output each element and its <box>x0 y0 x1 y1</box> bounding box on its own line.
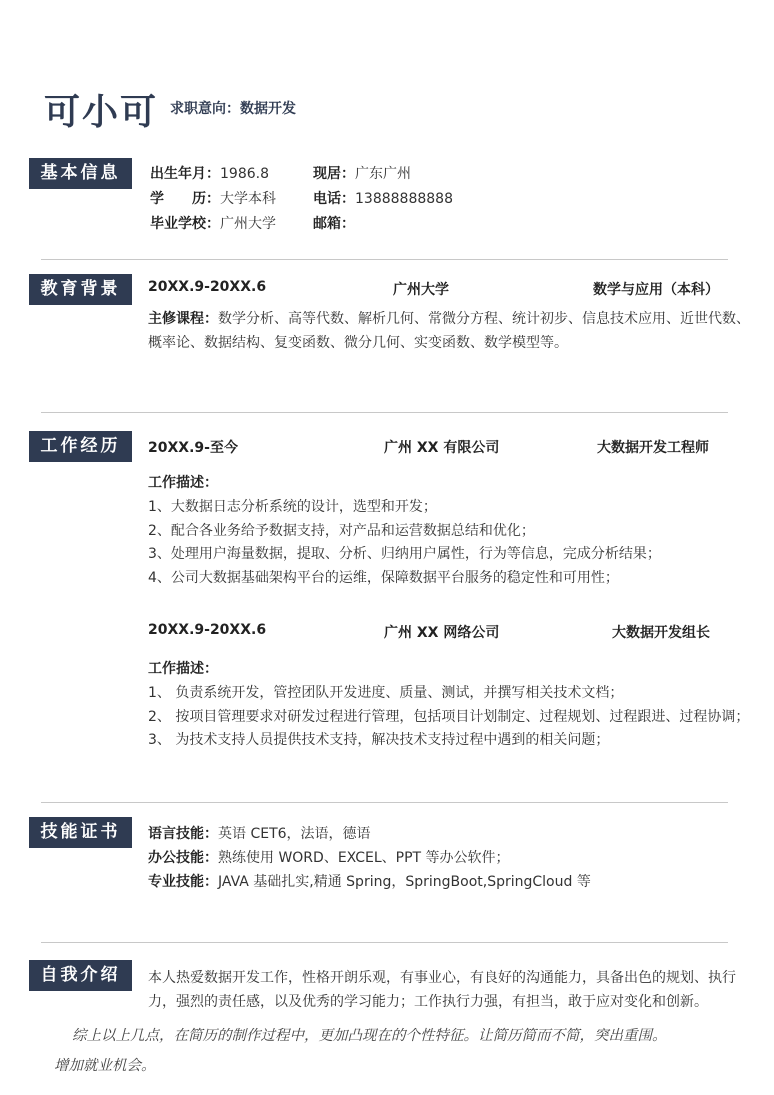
job-intent <box>170 98 296 118</box>
job-company: 广州 XX 网络公司 <box>384 625 500 641</box>
skill-language <box>148 823 371 843</box>
section-title-self: 自我介绍 <box>29 960 132 991</box>
skill-label: 专业技能： <box>148 874 218 890</box>
residence-value: 广东广州 <box>355 166 411 182</box>
job-period: 20XX.9-至今 <box>148 440 238 456</box>
courses-line-2: 概率论、数据结构、复变函数、微分几何、实变函数、数学模型等。 <box>148 335 568 351</box>
phone-label: 电话： <box>313 191 355 207</box>
phone-value: 13888888888 <box>355 191 453 207</box>
skill-value: 英语 CET6，法语，德语 <box>218 826 371 842</box>
skill-professional <box>148 871 591 891</box>
job-desc-label: 工作描述： <box>148 475 218 491</box>
job-desc-label: 工作描述： <box>148 661 218 677</box>
courses-text-1: 数学分析、高等代数、解析几何、常微分方程、统计初步、信息技术应用、近世代数、 <box>218 311 750 327</box>
divider <box>41 942 728 943</box>
job-period: 20XX.9-20XX.6 <box>148 622 267 638</box>
divider <box>41 412 728 413</box>
job-desc-item: 3、 为技术支持人员提供技术支持，解决技术支持过程中遇到的相关问题； <box>148 732 610 748</box>
courses-line-1 <box>148 308 750 328</box>
email-field <box>313 213 355 233</box>
residence-field <box>313 163 411 183</box>
education-period: 20XX.9-20XX.6 <box>148 279 267 295</box>
closing-line-1: 综上以上几点，在简历的制作过程中，更加凸现在的个性特征。让简历简而不简，突出重围。 <box>72 1028 667 1044</box>
job-desc-item: 2、 按项目管理要求对研发过程进行管理，包括项目计划制定、过程规划、过程跟进、过程协调； <box>148 709 750 725</box>
closing-line-2: 增加就业机会。 <box>54 1058 156 1074</box>
section-title-work: 工作经历 <box>29 431 132 462</box>
education-school: 广州大学 <box>393 282 449 298</box>
degree-field <box>150 188 276 208</box>
skill-label: 办公技能： <box>148 850 218 866</box>
job-desc-item: 1、大数据日志分析系统的设计，选型和开发； <box>148 499 437 515</box>
residence-label: 现居： <box>313 166 355 182</box>
education-major: 数学与应用（本科） <box>593 282 719 298</box>
skill-value: JAVA 基础扎实,精通 Spring，SpringBoot,SpringCloud 等 <box>218 874 591 890</box>
job-desc-item: 3、处理用户海量数据，提取、分析、归纳用户属性，行为等信息，完成分析结果； <box>148 546 661 562</box>
job-company: 广州 XX 有限公司 <box>384 440 500 456</box>
self-intro-line-1: 本人热爱数据开发工作，性格开朗乐观，有事业心，有良好的沟通能力，具备出色的规划、执行 <box>148 970 736 986</box>
section-title-education: 教育背景 <box>29 274 132 305</box>
section-title-skills: 技能证书 <box>29 817 132 848</box>
job-position: 大数据开发组长 <box>612 625 710 641</box>
job-desc-item: 1、 负责系统开发，管控团队开发进度、质量、测试，并撰写相关技术文档； <box>148 685 624 701</box>
self-intro-line-2: 力，强烈的责任感，以及优秀的学习能力；工作执行力强，有担当，敢于应对变化和创新。 <box>148 994 708 1010</box>
courses-label: 主修课程： <box>148 311 218 327</box>
job-intent-label: 求职意向： <box>170 101 240 117</box>
email-label: 邮箱： <box>313 216 355 232</box>
phone-field <box>313 188 453 208</box>
birth-value: 1986.8 <box>220 166 269 182</box>
job-desc-item: 2、配合各业务给予数据支持，对产品和运营数据总结和优化； <box>148 523 535 539</box>
birth-label: 出生年月： <box>150 166 220 182</box>
school-field <box>150 213 276 233</box>
degree-value: 大学本科 <box>220 191 276 207</box>
skill-value: 熟练使用 WORD、EXCEL、PPT 等办公软件； <box>218 850 510 866</box>
job-position: 大数据开发工程师 <box>597 440 709 456</box>
divider <box>41 259 728 260</box>
job-desc-item: 4、公司大数据基础架构平台的运维，保障数据平台服务的稳定性和可用性； <box>148 570 619 586</box>
degree-label: 学 历： <box>150 191 220 207</box>
section-title-basic: 基本信息 <box>29 158 132 189</box>
school-value: 广州大学 <box>220 216 276 232</box>
skill-label: 语言技能： <box>148 826 218 842</box>
divider <box>41 802 728 803</box>
job-intent-value: 数据开发 <box>240 101 296 117</box>
school-label: 毕业学校： <box>150 216 220 232</box>
birth-field <box>150 163 269 183</box>
resume-name: 可小可 <box>44 92 159 133</box>
skill-office <box>148 847 510 867</box>
